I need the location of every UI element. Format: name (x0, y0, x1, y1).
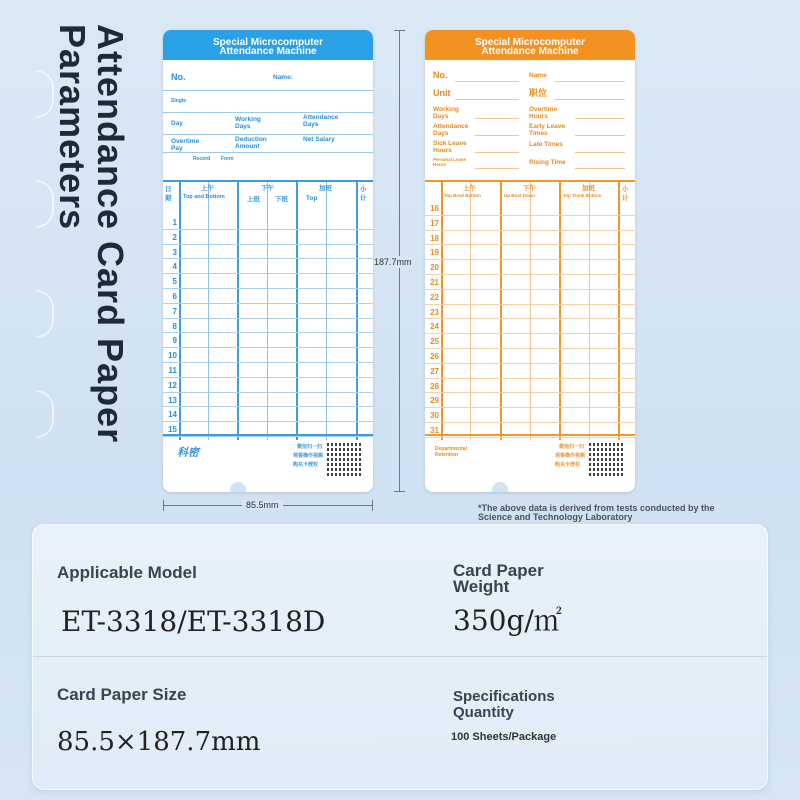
quantity-label: Specifications Quantity (453, 688, 555, 721)
row-number: 31 (430, 426, 439, 435)
spec-panel (32, 524, 768, 790)
row-number: 28 (430, 381, 439, 391)
time-grid: 日期 上午 下午 加班 小计 Top and Bottom 上班 下班 Top 1 2 3 4 5 6 7 8 9 10 11 12 13 14 15 (163, 180, 373, 440)
grid-row-line (425, 259, 635, 260)
row-number: 16 (430, 204, 439, 213)
row-number: 15 (168, 425, 177, 435)
brand-logo: 科密 (177, 447, 199, 459)
row-number: 13 (168, 395, 177, 405)
row-number: 26 (430, 352, 439, 361)
row-number: 29 (430, 396, 439, 406)
title-line2: Parameters (52, 24, 93, 231)
height-dimension: 187.7mm (374, 257, 412, 267)
name-label: Name: (273, 74, 293, 81)
model-label: Applicable Model (57, 563, 197, 582)
deduction-amount-label: Deduction Amount (235, 136, 267, 150)
row-number: 23 (430, 307, 439, 317)
grid-row-line (163, 362, 373, 363)
grid-row-line (425, 333, 635, 334)
form-label: Form (221, 156, 234, 162)
row-number: 7 (172, 306, 177, 316)
card-footer: Departmental Retention 微信扫一扫 观看操作视频 购买卡授权 (425, 434, 635, 492)
qr-code (327, 442, 361, 476)
overtime-pay-label: Overtime Pay (171, 138, 200, 152)
grid-row-line (163, 273, 373, 274)
qr-code (589, 442, 623, 476)
size-value: 85.5×187.7mm (57, 727, 261, 757)
row-number: 9 (172, 336, 177, 346)
card-header: Special Microcomputer Attendance Machine (163, 30, 373, 60)
row-number: 8 (172, 321, 177, 331)
row-number: 27 (430, 366, 439, 376)
row-number: 1 (172, 218, 177, 227)
grid-row-line (163, 244, 373, 245)
grid-row-line (163, 377, 373, 378)
row-number: 3 (172, 247, 177, 257)
grid-row-line (425, 289, 635, 290)
row-number: 14 (168, 410, 177, 420)
test-note: *The above data is derived from tests conducted by the Science and Technology Laboratory (478, 503, 715, 522)
vertical-title (48, 24, 138, 444)
grid-row-line (163, 229, 373, 230)
grid-row-line (425, 244, 635, 245)
grid-row-line (163, 303, 373, 304)
grid-row-line (163, 332, 373, 333)
day-label: Day (171, 120, 183, 127)
row-number: 11 (168, 366, 177, 375)
row-number: 12 (168, 380, 177, 390)
model-value: ET-3318/ET-3318D (61, 605, 326, 638)
row-number: 6 (172, 292, 177, 301)
row-number: 18 (430, 233, 439, 243)
grid-row-line (425, 215, 635, 216)
time-grid: 上午 下午 加班 小计 Top Bowl Bottom Up Boot Down Top Trunk Bottom 16 17 18 19 20 21 22 23 24 25 26 27 28 29 30 31 (425, 180, 635, 440)
weight-value: 350g/㎡ (453, 604, 562, 637)
weight-label: Card Paper Weight (453, 561, 544, 596)
net-salary-label: Net Salary (303, 136, 335, 143)
row-number: 20 (430, 263, 439, 273)
title-line1: Attendance Card Paper (90, 24, 131, 444)
grid-row-line (425, 318, 635, 319)
card-footer: 科密 微信扫一扫 观看操作视频 购买卡授权 (163, 434, 373, 492)
grid-row-line (163, 392, 373, 393)
row-number: 19 (430, 248, 439, 258)
grid-row-line (425, 230, 635, 231)
working-days-label: Working Days (235, 116, 261, 130)
attendance-days-label: Attendance Days (303, 114, 339, 128)
row-number: 25 (430, 337, 439, 347)
record-label: Record (193, 156, 211, 162)
row-number: 17 (430, 218, 439, 228)
row-number: 4 (172, 262, 177, 272)
orange-attendance-card: Special Microcomputer Attendance Machine No. Name Unit 职位 Working Days Overtime Hours Attendance Days Early Leave Times Sick Leave Hours Late Times Personal Leave Hours Rising Time 上午 下午 加班 小计 Top Bowl Bottom Up Boot Down Top Trunk Bottom 16 17 18 19 20 21 22 23 24 25 26 27 28 29 30 31 Departmental Retention 微信扫一扫 观看操作视频 购买卡授权 (425, 30, 635, 492)
grid-row-line (425, 274, 635, 275)
grid-row-line (163, 318, 373, 319)
row-number: 21 (430, 278, 439, 287)
width-dimension: 85.5mm (242, 500, 283, 510)
grid-row-line (425, 392, 635, 393)
grid-row-line (425, 422, 635, 423)
row-number: 22 (430, 292, 439, 302)
date-col-header: 日期 (165, 186, 172, 202)
grid-row-line (425, 348, 635, 349)
quantity-value: 100 Sheets/Package (451, 731, 557, 743)
grid-row-line (425, 407, 635, 408)
blue-attendance-card (163, 30, 373, 492)
row-number: 30 (430, 411, 439, 421)
single-label: Single (171, 98, 187, 104)
size-label: Card Paper Size (57, 685, 187, 704)
grid-row-line (425, 363, 635, 364)
row-number: 24 (430, 322, 439, 332)
row-number: 10 (168, 351, 177, 361)
binder-rings (36, 70, 46, 440)
no-label: No. (171, 72, 186, 82)
grid-row-line (163, 258, 373, 259)
grid-row-line (163, 288, 373, 289)
grid-row-line (425, 304, 635, 305)
row-number: 2 (172, 232, 177, 242)
card-header: Special Microcomputer Attendance Machine (425, 30, 635, 60)
row-number: 5 (172, 277, 177, 287)
grid-row-line (163, 421, 373, 422)
grid-row-line (163, 406, 373, 407)
grid-row-line (425, 378, 635, 379)
grid-row-line (163, 347, 373, 348)
